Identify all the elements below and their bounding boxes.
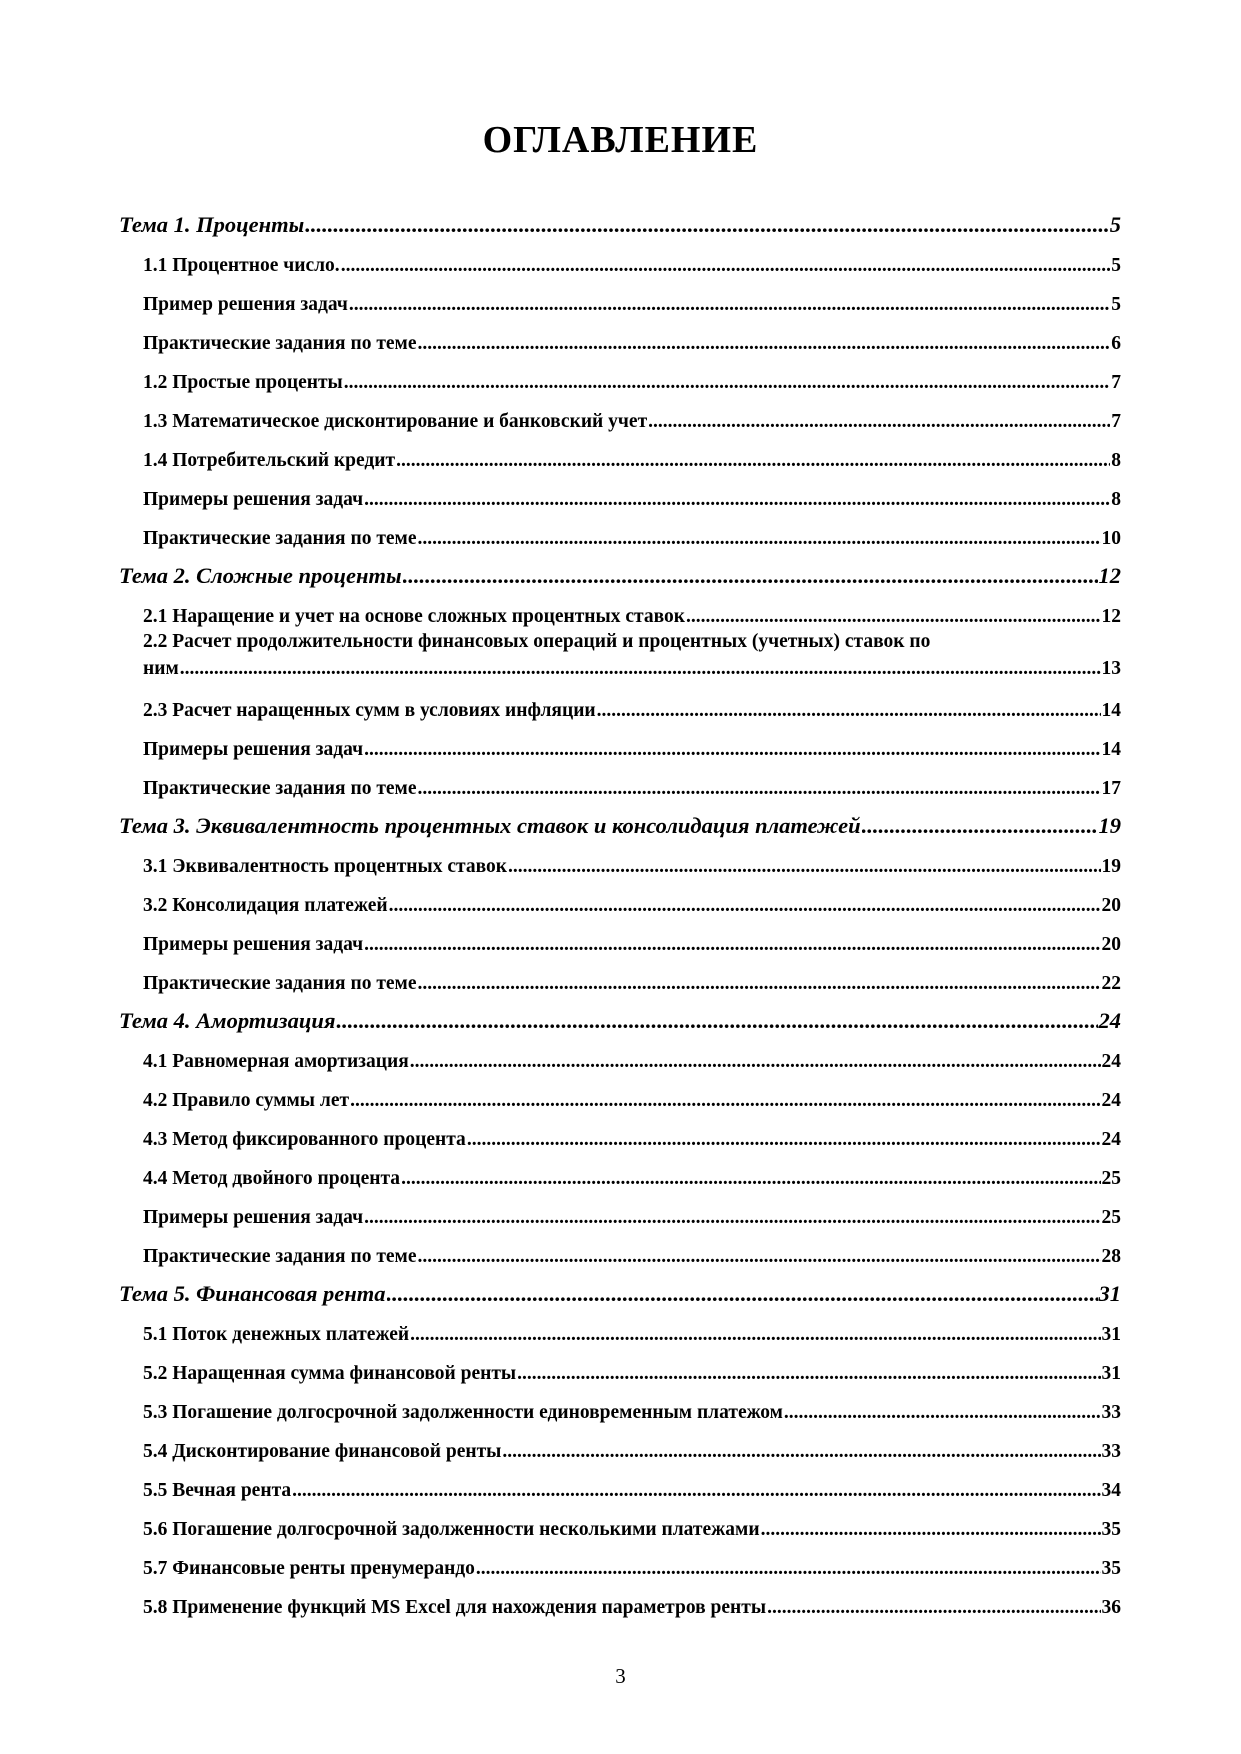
toc-entry[interactable] [0,589,1241,628]
toc-entry-label: Практические задания по теме [143,1246,417,1267]
dot-leader [467,1129,1101,1151]
toc-entry[interactable] [0,1229,1241,1268]
dot-leader [410,1051,1101,1073]
dot-leader [508,856,1101,878]
dot-leader [862,813,1098,839]
toc-entry[interactable] [0,238,1241,277]
toc-entry[interactable] [0,1346,1241,1385]
toc-entry-page: 36 [1101,1597,1121,1618]
toc-entry-label: Пример решения задач [143,294,348,315]
toc-entry-page: 12 [1098,563,1121,588]
dot-leader [761,1519,1101,1541]
dot-leader [180,655,1101,682]
toc-entry-label: Практические задания по теме [143,778,417,799]
toc-entry-label: 5.7 Финансовые ренты пренумерандо [143,1558,475,1579]
toc-entry-label: Примеры решения задач [143,1207,364,1228]
toc-entry-page: 24 [1101,1090,1121,1111]
toc-entry-label: Примеры решения задач [143,489,364,510]
toc-entry-page: 35 [1101,1558,1121,1579]
dot-leader [686,606,1101,628]
toc-entry-label: 5.5 Вечная рента [143,1480,292,1501]
dot-leader [387,1281,1098,1307]
dot-leader [648,411,1110,433]
toc-entry-page: 8 [1111,489,1121,510]
toc-entry-label: 1.2 Простые проценты [143,372,343,393]
toc-entry-label: 5.3 Погашение долгосрочной задолженности единовременным платежом [143,1402,783,1423]
toc-entry[interactable] [0,956,1241,995]
toc-entry-label: 5.4 Дисконтирование финансовой ренты [143,1441,502,1462]
toc-entry[interactable] [0,1073,1241,1112]
toc-entry-label: 1.1 Процентное число. [143,255,340,276]
toc-entry-label: 4.3 Метод фиксированного процента [143,1129,466,1150]
toc-entry-page: 5 [1111,255,1121,276]
dot-leader [341,255,1111,277]
toc-entry[interactable] [0,878,1241,917]
toc-topic-entry[interactable] [0,800,1241,839]
toc-entry-page: 35 [1101,1519,1121,1540]
toc-entry-page: 34 [1101,1480,1121,1501]
toc-entry-label: 3.1 Эквивалентность процентных ставок [143,856,507,877]
toc-entry-label: Тема 5. Финансовая рента [119,1281,386,1306]
dot-leader [364,739,1100,761]
dot-leader [305,212,1108,238]
toc-entry-page: 20 [1101,895,1121,916]
dot-leader [344,372,1110,394]
toc-entry[interactable] [0,472,1241,511]
toc-entry[interactable] [0,1034,1241,1073]
toc-entry[interactable] [0,355,1241,394]
toc-entry-page: 24 [1101,1051,1121,1072]
toc-entry[interactable] [0,511,1241,550]
dot-leader [364,489,1110,511]
toc-entry-page: 25 [1101,1168,1121,1189]
toc-entry[interactable] [0,683,1241,722]
toc-entry-page: 33 [1101,1402,1121,1423]
toc-entry-label: Тема 2. Сложные проценты [119,563,402,588]
toc-entry-page: 14 [1101,700,1121,721]
toc-topic-entry[interactable] [0,199,1241,238]
dot-leader [350,1090,1100,1112]
toc-entry-label: 5.8 Применение функций MS Excel для нахождения параметров ренты [143,1597,767,1618]
dot-leader [597,700,1101,722]
dot-leader [364,1207,1100,1229]
toc-entry-label: 2.3 Расчет наращенных сумм в условиях инфляции [143,700,596,721]
toc-topic-entry[interactable] [0,995,1241,1034]
toc-entry[interactable] [0,1385,1241,1424]
dot-leader [401,1168,1100,1190]
toc-entry-label: 1.4 Потребительский кредит [143,450,396,471]
toc-entry-page: 14 [1101,739,1121,760]
toc-entry[interactable] [0,1190,1241,1229]
toc-entry-page: 31 [1101,1324,1121,1345]
toc-entry[interactable] [0,277,1241,316]
table-of-contents [0,199,1241,1619]
dot-leader [517,1363,1100,1385]
toc-entry-page: 31 [1101,1363,1121,1384]
dot-leader [418,333,1111,355]
toc-entry-label: 2.1 Наращение и учет на основе сложных процентных ставок [143,606,685,627]
toc-entry[interactable] [0,394,1241,433]
toc-entry-label: Практические задания по теме [143,973,417,994]
toc-entry-label: Тема 1. Проценты [119,212,305,237]
dot-leader [336,1008,1097,1034]
toc-entry-label: Практические задания по теме [143,528,417,549]
dot-leader [784,1402,1101,1424]
toc-entry-page: 28 [1101,1246,1121,1267]
toc-entry[interactable] [0,1580,1241,1619]
toc-entry-label: 5.6 Погашение долгосрочной задолженности несколькими платежами [143,1519,760,1540]
toc-entry[interactable] [0,1502,1241,1541]
toc-entry-page: 20 [1101,934,1121,955]
toc-entry-page: 8 [1111,450,1121,471]
toc-entry-page: 25 [1101,1207,1121,1228]
toc-entry-label: Тема 3. Эквивалентность процентных ставок и консолидация платежей [119,813,861,838]
dot-leader [349,294,1110,316]
toc-entry-label: Тема 4. Амортизация [119,1008,336,1033]
dot-leader [396,450,1110,472]
dot-leader [418,528,1101,550]
toc-entry-page: 24 [1098,1008,1121,1033]
toc-entry-page: 10 [1101,528,1121,549]
dot-leader [403,563,1098,589]
toc-entry-label: 4.1 Равномерная амортизация [143,1051,409,1072]
toc-entry[interactable] [0,1424,1241,1463]
dot-leader [418,778,1101,800]
toc-entry-page: 5 [1111,294,1121,315]
toc-entry-page: 33 [1101,1441,1121,1462]
toc-entry-page: 22 [1101,973,1121,994]
toc-entry-label: 4.2 Правило суммы лет [143,1090,350,1111]
toc-entry-page: 24 [1101,1129,1121,1150]
toc-entry-label: Примеры решения задач [143,934,364,955]
toc-entry-page: 19 [1101,856,1121,877]
toc-entry-page: 7 [1111,411,1121,432]
toc-entry[interactable] [0,839,1241,878]
toc-entry-label: Примеры решения задач [143,739,364,760]
toc-entry-page: 6 [1111,333,1121,354]
toc-entry-page: 31 [1098,1281,1121,1306]
toc-entry-label: 5.2 Наращенная сумма финансовой ренты [143,1363,517,1384]
dot-leader [476,1558,1101,1580]
toc-entry[interactable] [0,1463,1241,1502]
toc-entry[interactable] [0,1541,1241,1580]
toc-entry[interactable] [0,316,1241,355]
toc-entry-page: 13 [1101,658,1121,679]
dot-leader [502,1441,1100,1463]
toc-entry-page: 7 [1111,372,1121,393]
dot-leader [364,934,1100,956]
dot-leader [418,973,1101,995]
toc-entry-page: 17 [1101,778,1121,799]
toc-entry-label: Практические задания по теме [143,333,417,354]
toc-entry[interactable] [0,761,1241,800]
toc-topic-entry[interactable] [0,550,1241,589]
dot-leader [418,1246,1101,1268]
toc-entry-label: 2.2 Расчет продолжительности финансовых операций и процентных (учетных) ставок по [143,631,931,652]
toc-entry-label: 1.3 Математическое дисконтирование и банковский учет [143,411,648,432]
toc-entry-label: 5.1 Поток денежных платежей [143,1324,410,1345]
page-number: 3 [615,1664,626,1688]
toc-entry-label: 3.2 Консолидация платежей [143,895,388,916]
toc-entry-label-continued: ним [143,658,179,679]
dot-leader [767,1597,1100,1619]
page-title: ОГЛАВЛЕНИЕ [482,119,759,161]
dot-leader [410,1324,1100,1346]
toc-topic-entry[interactable] [0,1268,1241,1307]
toc-entry[interactable] [0,628,1241,683]
toc-entry-page: 19 [1098,813,1121,838]
dot-leader [292,1480,1100,1502]
toc-entry-continuation [143,655,1121,682]
toc-entry[interactable] [0,1151,1241,1190]
toc-entry[interactable] [0,1112,1241,1151]
toc-entry-page: 5 [1109,212,1121,237]
toc-entry[interactable] [0,1307,1241,1346]
toc-entry-label: 4.4 Метод двойного процента [143,1168,401,1189]
toc-entry[interactable] [0,917,1241,956]
dot-leader [389,895,1101,917]
toc-entry[interactable] [0,722,1241,761]
toc-entry-page: 12 [1101,606,1121,627]
toc-entry[interactable] [0,433,1241,472]
